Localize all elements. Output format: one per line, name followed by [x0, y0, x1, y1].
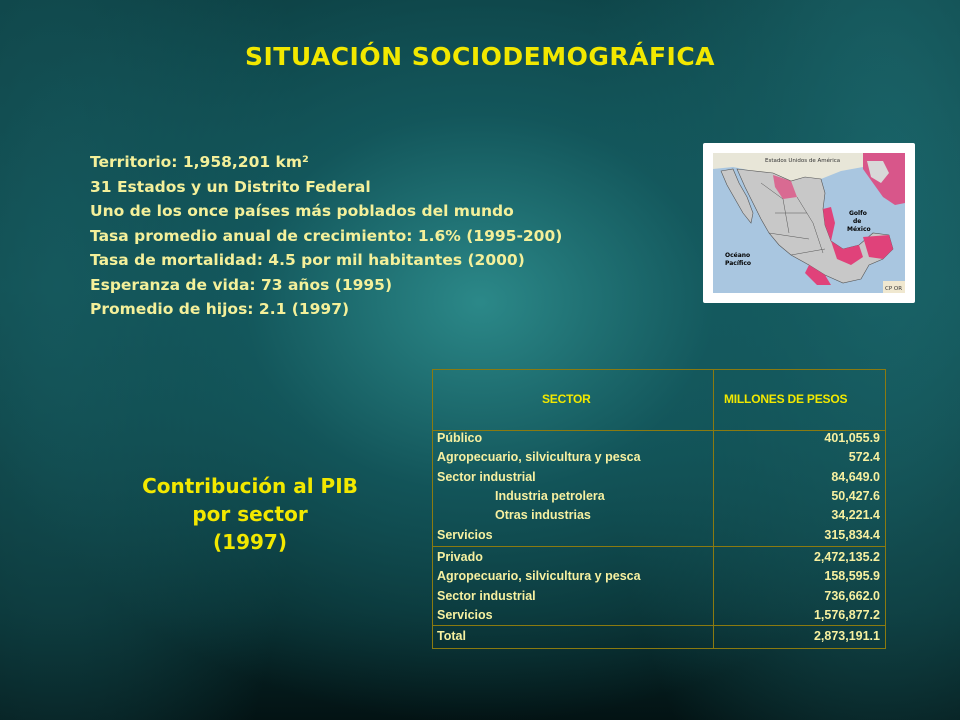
map-label-gulf-3: México — [847, 226, 871, 233]
row-value: 84,649.0 — [831, 469, 880, 484]
pib-caption-line-3: (1997) — [213, 530, 287, 554]
fact-states: 31 Estados y un Distrito Federal — [90, 177, 371, 196]
table-row — [433, 507, 885, 526]
row-value: 34,221.4 — [831, 508, 880, 523]
table-row — [433, 607, 885, 626]
row-label: Sector industrial — [437, 469, 536, 484]
fact-territory: Territorio: 1,958,201 km² — [90, 153, 309, 171]
row-value: 401,055.9 — [824, 431, 880, 445]
pib-caption-line-2: por sector — [192, 502, 308, 526]
row-value: 2,873,191.1 — [813, 629, 880, 643]
group-divider-2 — [433, 625, 885, 626]
table-row — [433, 549, 885, 568]
table-row — [433, 469, 885, 488]
fact-children: Promedio de hijos: 2.1 (1997) — [90, 300, 350, 318]
fact-life-expectancy: Esperanza de vida: 73 años (1995) — [90, 275, 393, 294]
row-value: 1,576,877.2 — [813, 607, 880, 622]
facts-list — [90, 150, 680, 322]
table-row — [433, 527, 885, 546]
map-label-gulf-1: Golfo — [849, 210, 867, 217]
header-sector: SECTOR — [542, 392, 591, 406]
row-value: 158,595.9 — [824, 569, 880, 584]
fact-populous: Uno de los once países más poblados del mundo — [90, 202, 514, 220]
table-row — [433, 568, 885, 587]
row-label: Agropecuario, silvicultura y pesca — [437, 569, 641, 584]
pib-table — [432, 369, 886, 649]
row-label: Otras industrias — [495, 508, 591, 523]
pib-caption — [110, 472, 390, 556]
row-value: 2,472,135.2 — [813, 550, 880, 564]
table-row — [433, 449, 885, 468]
row-label: Público — [437, 431, 483, 445]
fact-growth-rate: Tasa promedio anual de crecimiento: 1.6% (1995-200) — [90, 226, 563, 245]
row-value: 50,427.6 — [831, 488, 880, 503]
map-label-usa: Estados Unidos de América — [765, 158, 841, 164]
row-label: Privado — [437, 550, 483, 564]
row-value: 572.4 — [848, 450, 880, 465]
mexico-map-image — [703, 143, 915, 303]
pib-caption-line-1: Contribución al PIB — [142, 474, 358, 498]
row-label: Agropecuario, silvicultura y pesca — [437, 450, 641, 465]
row-value: 736,662.0 — [824, 588, 880, 603]
map-label-ocean-2: Pacífico — [725, 260, 752, 267]
slide-title: SITUACIÓN SOCIODEMOGRÁFICA — [244, 42, 716, 71]
map-label-gulf-2: de — [853, 218, 862, 225]
row-label: Servicios — [437, 527, 493, 542]
table-header — [433, 370, 885, 431]
row-value: 315,834.4 — [824, 527, 880, 542]
table-row — [433, 588, 885, 607]
row-label: Servicios — [437, 607, 493, 622]
row-label: Industria petrolera — [495, 488, 605, 503]
map-label-corner: CP OR — [885, 286, 903, 292]
header-value: MILLONES DE PESOS — [724, 392, 848, 406]
fact-mortality: Tasa de mortalidad: 4.5 por mil habitantes (2000) — [90, 251, 525, 269]
mexico-map-svg — [713, 153, 905, 293]
group-divider-1 — [433, 546, 885, 547]
row-label: Sector industrial — [437, 588, 536, 603]
table-row-total — [433, 628, 885, 647]
table-row — [433, 430, 885, 449]
map-label-ocean-1: Océano — [725, 252, 751, 259]
table-row — [433, 488, 885, 507]
row-label: Total — [437, 629, 466, 643]
